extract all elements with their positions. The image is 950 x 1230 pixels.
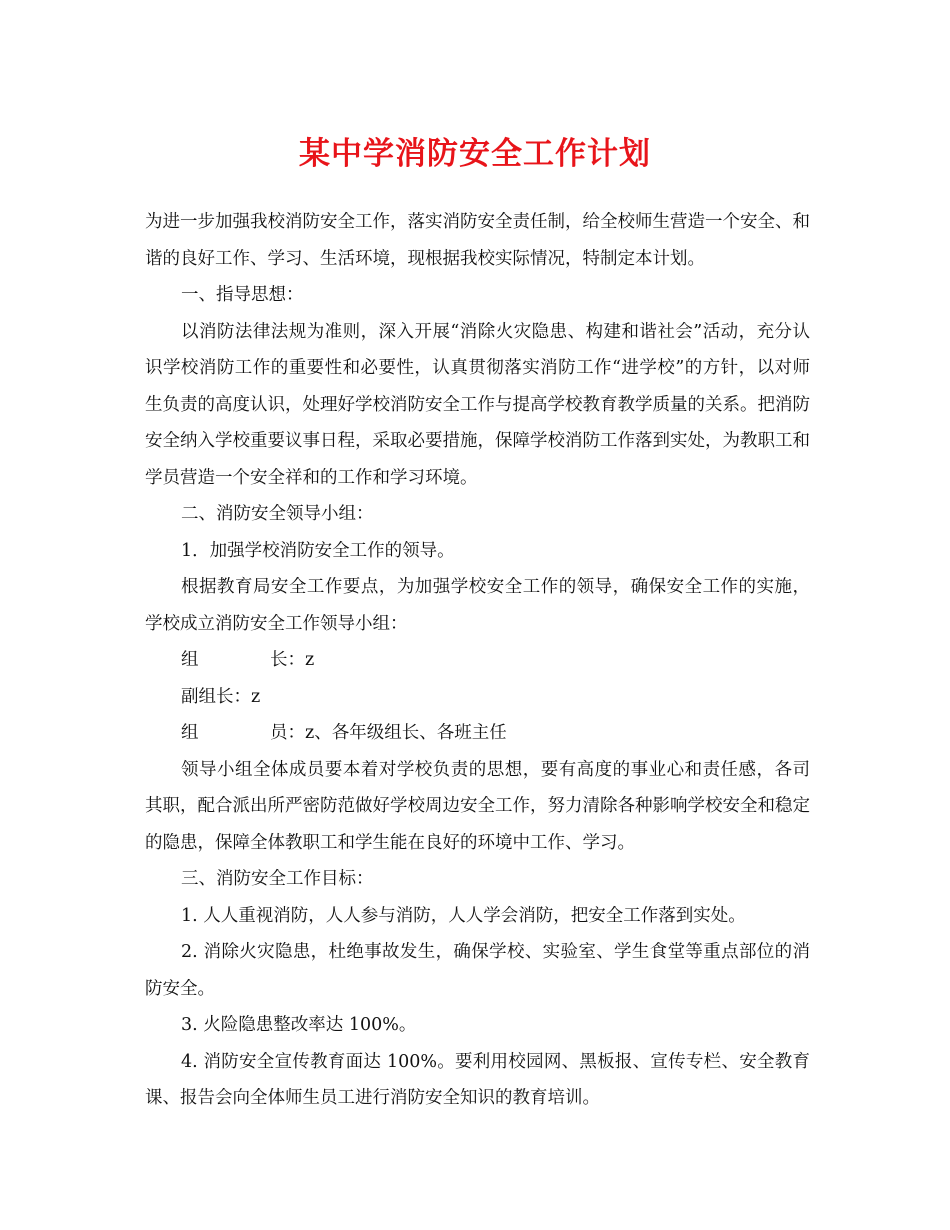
goal-item-1: 1. 人人重视消防，人人参与消防，人人学会消防，把安全工作落到实处。: [181, 905, 746, 926]
leadership-duty-paragraph: 领导小组全体成员要本着对学校负责的思想，要有高度的事业心和责任感，各司其职，配合派出所严密防范做好学校周边安全工作，努力清除各种影响学校安全和稳定的隐患，保障全体教职工和学生能在良好的环境中工作、学习。: [145, 759, 810, 853]
section-heading-leadership-group: 二、消防安全领导小组：: [181, 504, 374, 524]
roster-members: [145, 715, 810, 752]
document-title: 某中学消防安全工作计划: [299, 136, 651, 172]
leadership-paragraph: 根据教育局安全工作要点，为加强学校安全工作的领导，确保安全工作的实施，学校成立消防安全工作领导小组：: [145, 577, 810, 634]
subheading-strengthen-leadership: 1．加强学校消防安全工作的领导。: [181, 540, 455, 561]
roster-members-label-b: 员：z、各年级组长、各班主任: [270, 723, 507, 743]
roster-deputy: 副组长：z: [181, 686, 261, 707]
roster-leader-label-b: 长：z: [270, 650, 315, 670]
goal-item-4: 4. 消防安全宣传教育面达 100%。要利用校园网、黑板报、宣传专栏、安全教育课、报告会向全体师生员工进行消防安全知识的教育培训。: [145, 1051, 810, 1108]
section-heading-guiding-thought: 一、指导思想：: [181, 285, 304, 305]
intro-paragraph: 为进一步加强我校消防安全工作，落实消防安全责任制，给全校师生营造一个安全、和谐的良好工作、学习、生活环境，现根据我校实际情况，特制定本计划。: [145, 212, 810, 269]
roster-leader: [145, 642, 810, 679]
goal-item-3: 3. 火险隐患整改率达 100%。: [181, 1015, 417, 1035]
roster-members-label-a: 组: [181, 723, 199, 743]
document-body: [145, 204, 810, 1117]
guiding-thought-paragraph: 以消防法律法规为准则，深入开展“消除火灾隐患、构建和谐社会”活动，充分认识学校消防工作的重要性和必要性，认真贯彻落实消防工作“进学校”的方针，以对师生负责的高度认识，处理好学校消防安全工作与提高学校教育教学质量的关系。把消防安全纳入学校重要议事日程，采取必要措施，保障学校消防工作落到实处，为教职工和学员营造一个安全祥和的工作和学习环境。: [145, 321, 810, 488]
roster-leader-label-a: 组: [181, 650, 199, 670]
section-heading-goals: 三、消防安全工作目标：: [181, 869, 374, 889]
goal-item-2: 2. 消除火灾隐患，杜绝事故发生，确保学校、实验室、学生食堂等重点部位的消防安全。: [145, 942, 810, 999]
